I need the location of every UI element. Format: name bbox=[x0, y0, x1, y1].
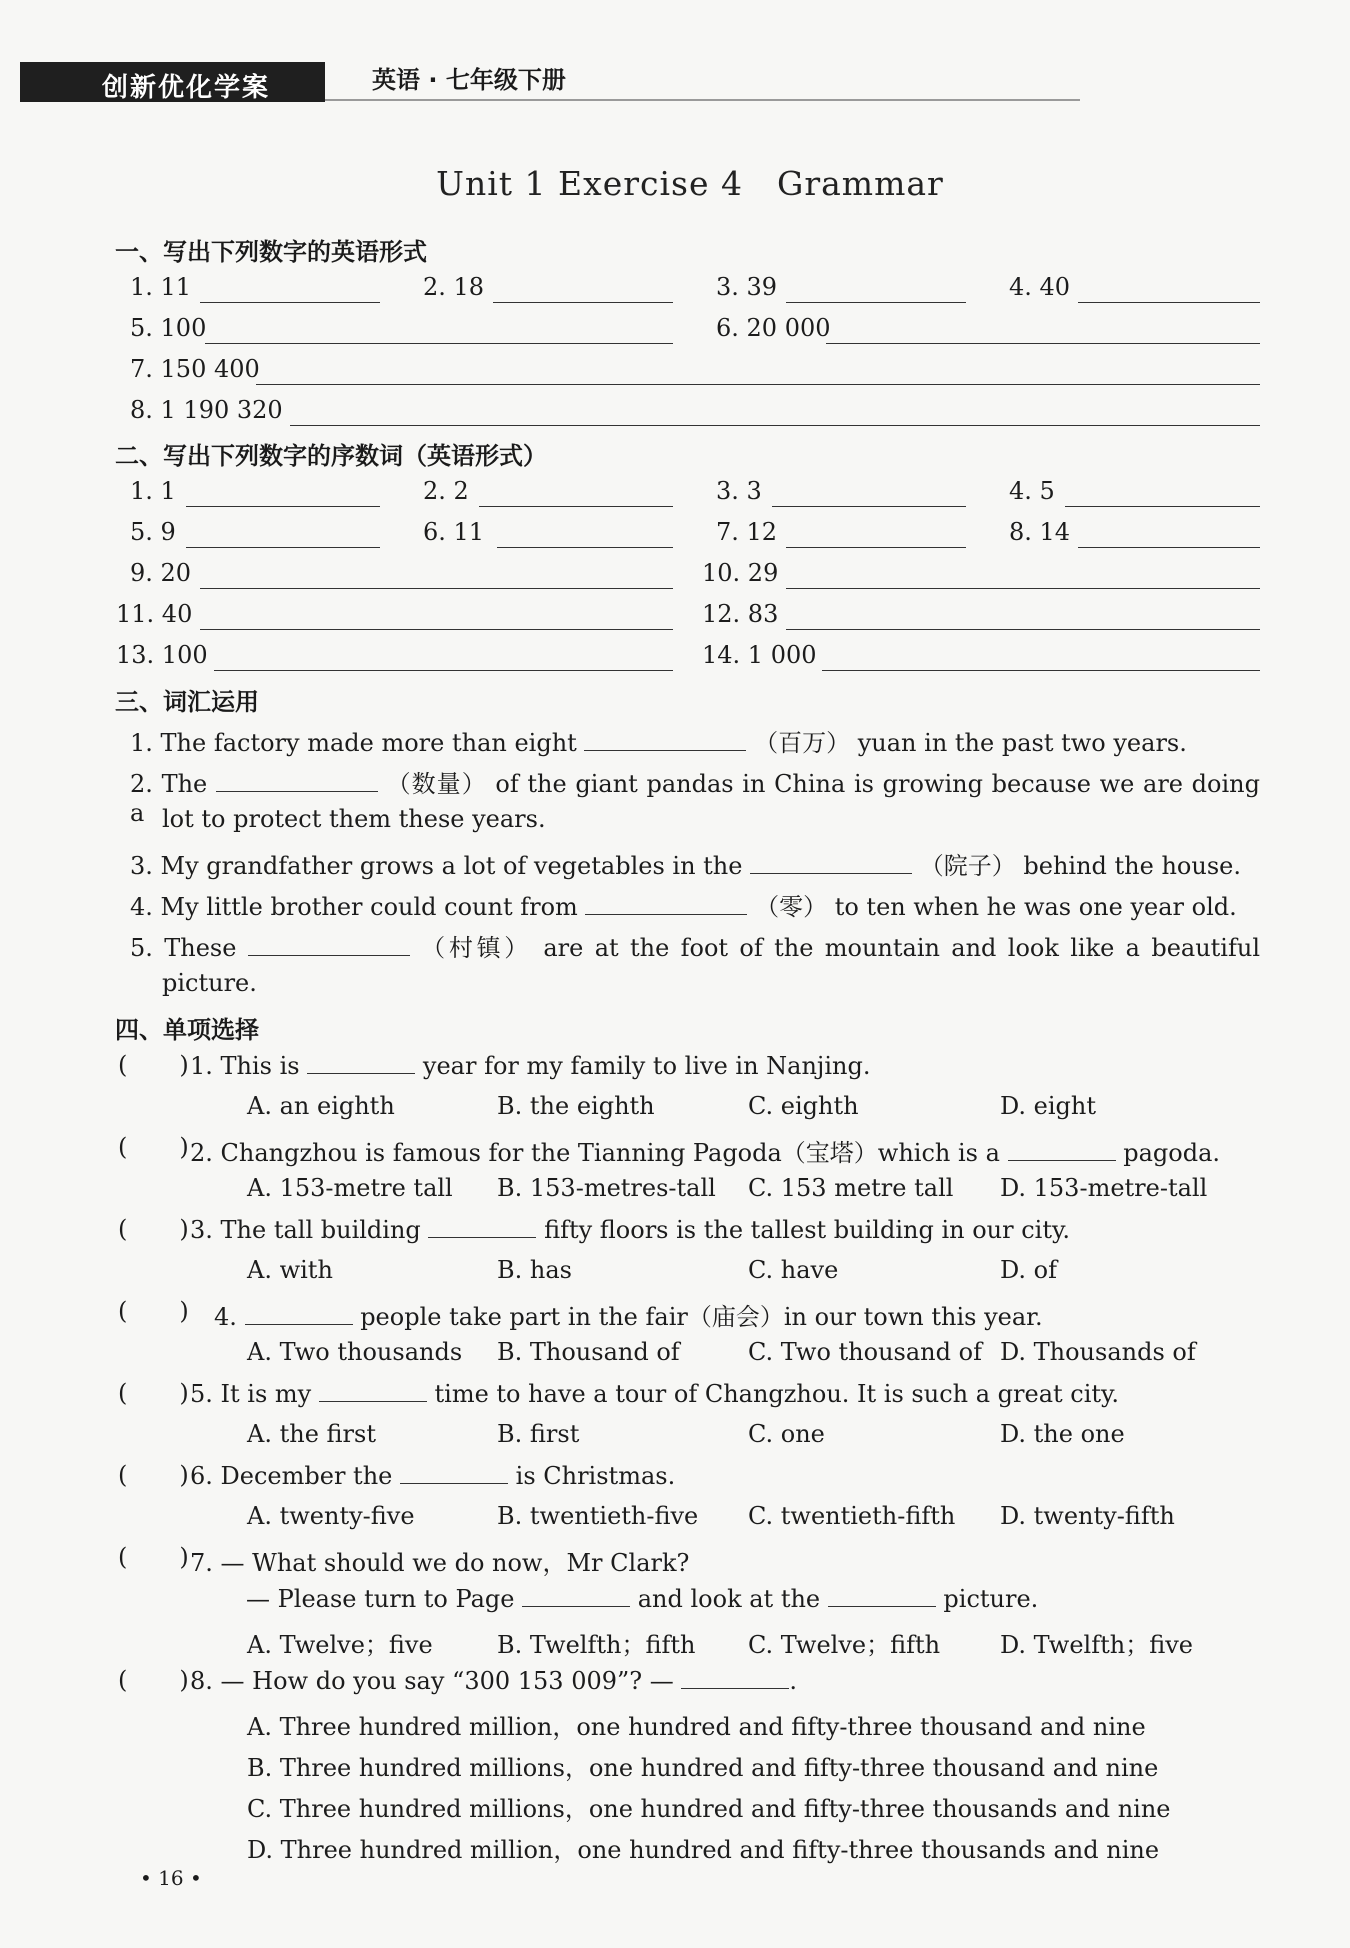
s4-q4-blank[interactable] bbox=[245, 1302, 353, 1325]
s4-q4-text-b: people take part in the fair（庙会）in our town this year. bbox=[360, 1303, 1043, 1331]
s4-q5-option-b[interactable]: B. first bbox=[497, 1420, 580, 1448]
s4-q3-option-a[interactable]: A. with bbox=[247, 1256, 333, 1284]
s3-q5-blank[interactable] bbox=[248, 933, 410, 956]
s4-question-7-line2 bbox=[246, 1584, 1038, 1613]
s1-item-1: 1. 11 bbox=[130, 273, 192, 301]
s4-q4-option-a[interactable]: A. Two thousands bbox=[247, 1338, 463, 1366]
s4-question-4 bbox=[214, 1297, 1043, 1332]
s4-q3-answer-paren[interactable] bbox=[118, 1215, 189, 1243]
s4-q1-option-c[interactable]: C. eighth bbox=[748, 1092, 859, 1120]
s4-question-8 bbox=[190, 1666, 797, 1695]
s2-blank-9[interactable] bbox=[200, 588, 673, 589]
s2-item-11: 11. 40 bbox=[116, 600, 193, 628]
paren-open: ( bbox=[118, 1297, 128, 1325]
s3-q1-text-a: 1. The factory made more than eight bbox=[130, 729, 577, 757]
s2-blank-7[interactable] bbox=[786, 547, 966, 548]
header-brand: 创新优化学案 bbox=[102, 73, 271, 103]
s4-q8-option-d[interactable]: D. Three hundred million，one hundred and fifty-three thousands and nine bbox=[247, 1836, 1160, 1864]
s1-blank-6[interactable] bbox=[826, 343, 1260, 344]
header-brand-band bbox=[20, 62, 325, 102]
s3-q2-blank[interactable] bbox=[216, 769, 378, 792]
section2-title: 二、写出下列数字的序数词（英语形式） bbox=[115, 442, 547, 470]
s2-blank-6[interactable] bbox=[497, 547, 673, 548]
s4-q6-option-a[interactable]: A. twenty-five bbox=[247, 1502, 415, 1530]
s1-item-6: 6. 20 000 bbox=[716, 314, 831, 342]
s4-question-7: 7. — What should we do now，Mr Clark? bbox=[190, 1549, 690, 1577]
s4-q4-text-a: 4. bbox=[214, 1303, 237, 1331]
s2-blank-14[interactable] bbox=[822, 670, 1260, 671]
s1-blank-4[interactable] bbox=[1078, 302, 1260, 303]
s2-item-6: 6. 11 bbox=[423, 518, 485, 546]
s2-item-2: 2. 2 bbox=[423, 477, 469, 505]
s4-q7-text-c: and look at the bbox=[637, 1585, 821, 1613]
s4-q5-option-c[interactable]: C. one bbox=[748, 1420, 825, 1448]
paren-close: ) bbox=[179, 1051, 189, 1079]
s2-item-4: 4. 5 bbox=[1009, 477, 1055, 505]
s4-q8-option-a[interactable]: A. Three hundred million，one hundred and fifty-three thousand and nine bbox=[247, 1713, 1146, 1741]
s3-q5-text-c: picture. bbox=[162, 969, 257, 997]
page-title: Unit 1 Exercise 4 Grammar bbox=[436, 164, 944, 203]
s3-q5-text-b: （村镇） are at the foot of the mountain and look like a beautiful bbox=[421, 934, 1260, 962]
header-divider bbox=[325, 99, 1080, 101]
s2-item-9: 9. 20 bbox=[130, 559, 192, 587]
s4-q1-option-a[interactable]: A. an eighth bbox=[247, 1092, 395, 1120]
s4-q3-option-d[interactable]: D. of bbox=[1000, 1256, 1057, 1284]
s1-item-4: 4. 40 bbox=[1009, 273, 1071, 301]
s4-q1-blank[interactable] bbox=[307, 1051, 415, 1074]
s4-q1-answer-paren[interactable] bbox=[118, 1051, 189, 1079]
s4-q7-text-d: picture. bbox=[943, 1585, 1039, 1613]
s1-item-7: 7. 150 400 bbox=[130, 355, 260, 383]
s3-question-4 bbox=[130, 887, 1237, 922]
s4-question-6 bbox=[190, 1461, 675, 1490]
paren-close: ) bbox=[179, 1379, 189, 1407]
s2-item-10: 10. 29 bbox=[702, 559, 779, 587]
paren-close: ) bbox=[179, 1543, 189, 1571]
section4-title: 四、单项选择 bbox=[115, 1016, 259, 1044]
s4-q6-option-d[interactable]: D. twenty-fifth bbox=[1000, 1502, 1175, 1530]
s2-item-1: 1. 1 bbox=[130, 477, 176, 505]
paren-close: ) bbox=[179, 1215, 189, 1243]
s3-q1-text-b: （百万） yuan in the past two years. bbox=[754, 729, 1187, 757]
s1-blank-1[interactable] bbox=[200, 302, 380, 303]
s4-q2-option-c[interactable]: C. 153 metre tall bbox=[748, 1174, 954, 1202]
paren-close: ) bbox=[179, 1666, 189, 1694]
s4-q4-option-d[interactable]: D. Thousands of bbox=[1000, 1338, 1196, 1366]
s4-q4-option-c[interactable]: C. Two thousand of bbox=[748, 1338, 982, 1366]
s4-q7-option-a[interactable]: A. Twelve；five bbox=[247, 1631, 433, 1659]
s4-q8-text-a: 8. — How do you say “300 153 009”? — bbox=[190, 1667, 674, 1695]
s2-item-5: 5. 9 bbox=[130, 518, 176, 546]
paren-open: ( bbox=[118, 1543, 128, 1571]
s4-q7-text-b: — Please turn to Page bbox=[246, 1585, 515, 1613]
s2-blank-10[interactable] bbox=[786, 588, 1260, 589]
s4-q2-option-d[interactable]: D. 153-metre-tall bbox=[1000, 1174, 1208, 1202]
s2-blank-2[interactable] bbox=[479, 506, 673, 507]
s3-q2-text-c: lot to protect them these years. bbox=[162, 805, 546, 833]
s4-q5-text-b: time to have a tour of Changzhou. It is such a great city. bbox=[434, 1380, 1120, 1408]
s2-item-13: 13. 100 bbox=[116, 641, 208, 669]
s2-blank-12[interactable] bbox=[786, 629, 1260, 630]
s3-q3-text-a: 3. My grandfather grows a lot of vegetables in the bbox=[130, 852, 743, 880]
s3-q4-text-a: 4. My little brother could count from bbox=[130, 893, 578, 921]
s4-q7-blank-2[interactable] bbox=[828, 1584, 936, 1607]
s4-q1-option-b[interactable]: B. the eighth bbox=[497, 1092, 655, 1120]
s4-q2-answer-paren[interactable] bbox=[118, 1133, 189, 1161]
s4-q5-text-a: 5. It is my bbox=[190, 1380, 312, 1408]
s4-q1-text-b: year for my family to live in Nanjing. bbox=[422, 1052, 871, 1080]
s4-question-3 bbox=[190, 1215, 1070, 1244]
s4-q8-answer-paren[interactable] bbox=[118, 1666, 189, 1694]
s4-q3-option-b[interactable]: B. has bbox=[497, 1256, 572, 1284]
s4-q7-option-c[interactable]: C. Twelve；fifth bbox=[748, 1631, 941, 1659]
paren-close: ) bbox=[179, 1133, 189, 1161]
s4-q8-option-c[interactable]: C. Three hundred millions，one hundred and fifty-three thousands and nine bbox=[247, 1795, 1171, 1823]
s4-q2-option-b[interactable]: B. 153-metres-tall bbox=[497, 1174, 716, 1202]
s4-question-2 bbox=[190, 1133, 1220, 1168]
s2-item-3: 3. 3 bbox=[716, 477, 762, 505]
s4-q6-option-b[interactable]: B. twentieth-five bbox=[497, 1502, 699, 1530]
s4-q8-text-b: . bbox=[789, 1667, 798, 1695]
s3-q4-blank[interactable] bbox=[585, 892, 747, 915]
s3-q2-text-a: 2. The bbox=[130, 770, 208, 798]
s1-blank-7[interactable] bbox=[256, 384, 1260, 385]
s2-blank-11[interactable] bbox=[200, 629, 673, 630]
s1-item-2: 2. 18 bbox=[423, 273, 485, 301]
s2-blank-5[interactable] bbox=[186, 547, 380, 548]
s2-item-14: 14. 1 000 bbox=[702, 641, 817, 669]
paren-open: ( bbox=[118, 1051, 128, 1079]
s2-item-8: 8. 14 bbox=[1009, 518, 1071, 546]
s3-question-1 bbox=[130, 723, 1187, 758]
s4-q4-option-b[interactable]: B. Thousand of bbox=[497, 1338, 680, 1366]
s4-q2-text-b: pagoda. bbox=[1123, 1139, 1221, 1167]
s4-question-1 bbox=[190, 1051, 871, 1080]
s3-question-3 bbox=[130, 846, 1241, 881]
s4-q2-option-a[interactable]: A. 153-metre tall bbox=[247, 1174, 453, 1202]
s4-q1-option-d[interactable]: D. eight bbox=[1000, 1092, 1096, 1120]
s4-q8-option-b[interactable]: B. Three hundred millions，one hundred and fifty-three thousand and nine bbox=[247, 1754, 1159, 1782]
s4-q4-answer-paren[interactable] bbox=[118, 1297, 189, 1325]
section1-title: 一、写出下列数字的英语形式 bbox=[115, 238, 427, 266]
s4-q2-text-a: 2. Changzhou is famous for the Tianning Pagoda（宝塔）which is a bbox=[190, 1139, 1000, 1167]
header-subject: 英语 · 七年级下册 bbox=[372, 66, 566, 94]
paren-open: ( bbox=[118, 1133, 128, 1161]
paren-open: ( bbox=[118, 1461, 128, 1489]
paren-close: ) bbox=[179, 1297, 189, 1325]
s2-blank-1[interactable] bbox=[186, 506, 380, 507]
s3-q4-text-b: （零） to ten when he was one year old. bbox=[755, 893, 1237, 921]
s4-q7-blank-1[interactable] bbox=[522, 1584, 630, 1607]
page-number: • 16 • bbox=[140, 1866, 202, 1890]
s4-q6-answer-paren[interactable] bbox=[118, 1461, 189, 1489]
s4-q3-text-b: fifty floors is the tallest building in our city. bbox=[544, 1216, 1070, 1244]
s2-blank-3[interactable] bbox=[772, 506, 966, 507]
s1-item-3: 3. 39 bbox=[716, 273, 778, 301]
s4-q6-blank[interactable] bbox=[400, 1461, 508, 1484]
s2-blank-13[interactable] bbox=[214, 670, 673, 671]
paren-open: ( bbox=[118, 1666, 128, 1694]
s3-question-5 bbox=[130, 928, 1260, 963]
s1-item-8: 8. 1 190 320 bbox=[130, 396, 283, 424]
s1-item-5: 5. 100 bbox=[130, 314, 207, 342]
paren-close: ) bbox=[179, 1461, 189, 1489]
s4-q3-text-a: 3. The tall building bbox=[190, 1216, 421, 1244]
s1-blank-5[interactable] bbox=[205, 343, 673, 344]
s4-q5-option-d[interactable]: D. the one bbox=[1000, 1420, 1125, 1448]
s4-q3-option-c[interactable]: C. have bbox=[748, 1256, 839, 1284]
s4-q6-text-b: is Christmas. bbox=[515, 1462, 676, 1490]
s2-item-12: 12. 83 bbox=[702, 600, 779, 628]
s4-q6-option-c[interactable]: C. twentieth-fifth bbox=[748, 1502, 956, 1530]
s2-blank-4[interactable] bbox=[1065, 506, 1260, 507]
paren-open: ( bbox=[118, 1379, 128, 1407]
s3-q3-blank[interactable] bbox=[750, 851, 912, 874]
s3-q3-text-b: （院子） behind the house. bbox=[919, 852, 1241, 880]
s4-q5-answer-paren[interactable] bbox=[118, 1379, 189, 1407]
s4-q8-blank[interactable] bbox=[681, 1666, 789, 1689]
s4-q2-blank[interactable] bbox=[1008, 1138, 1116, 1161]
s2-item-7: 7. 12 bbox=[716, 518, 778, 546]
s4-q7-option-d[interactable]: D. Twelfth；five bbox=[1000, 1631, 1193, 1659]
s4-q5-blank[interactable] bbox=[319, 1379, 427, 1402]
s4-q5-option-a[interactable]: A. the first bbox=[247, 1420, 376, 1448]
s4-q3-blank[interactable] bbox=[428, 1215, 536, 1238]
s3-q5-text-a: 5. These bbox=[130, 934, 237, 962]
s4-q1-text-a: 1. This is bbox=[190, 1052, 300, 1080]
section3-title: 三、词汇运用 bbox=[115, 688, 259, 716]
s1-blank-3[interactable] bbox=[786, 302, 966, 303]
s1-blank-8[interactable] bbox=[290, 425, 1260, 426]
s4-q7-answer-paren[interactable] bbox=[118, 1543, 189, 1571]
s2-blank-8[interactable] bbox=[1078, 547, 1260, 548]
s4-q7-option-b[interactable]: B. Twelfth；fifth bbox=[497, 1631, 696, 1659]
s4-question-5 bbox=[190, 1379, 1119, 1408]
s1-blank-2[interactable] bbox=[493, 302, 673, 303]
s4-q6-text-a: 6. December the bbox=[190, 1462, 393, 1490]
s3-q2-text-b: （数量） of the giant pandas in China is growing because we are doing a bbox=[130, 770, 1260, 827]
s3-q1-blank[interactable] bbox=[584, 728, 746, 751]
paren-open: ( bbox=[118, 1215, 128, 1243]
